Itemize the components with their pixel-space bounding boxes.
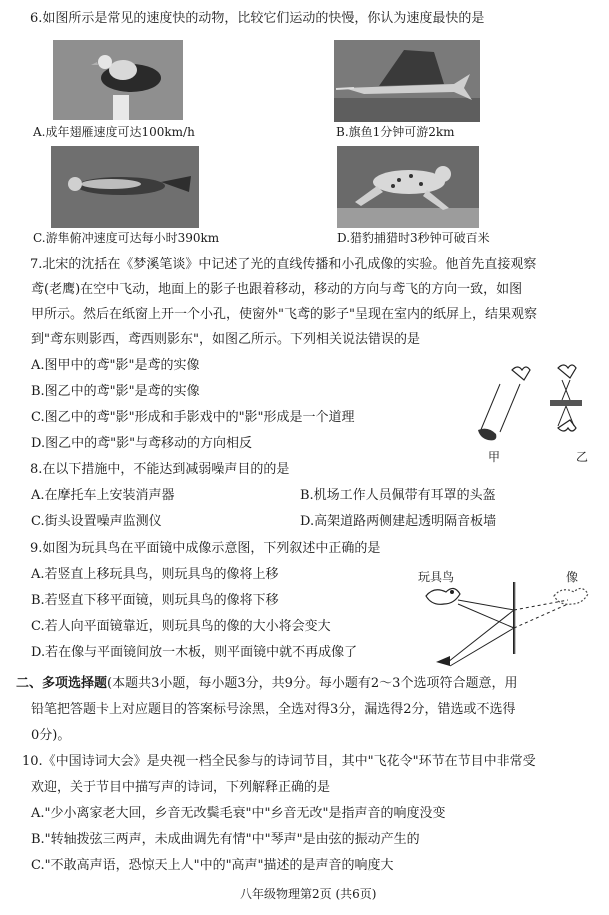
q7-option-d: D.图乙中的鸢"影"与鸢移动的方向相反 [31,436,253,451]
q7-stem-line-2: 鸢(老鹰)在空中飞动，地面上的影子也跟着移动，移动的方向与鸢飞的方向一致，如图 [31,282,523,297]
q7-option-a: A.图甲中的鸢"影"是鸢的实像 [31,358,200,373]
q9-figure [418,582,594,674]
q10-option-a: A."少小离家老大回，乡音无改鬓毛衰"中"乡音无改"是指声音的响度没变 [31,806,446,821]
q6-option-c: C.游隼俯冲速度可达每小时390km [33,231,220,245]
q10-option-c: C."不敢高声语，恐惊天上人"中的"高声"描述的是声音的响度大 [31,858,394,873]
q9-stem: 9.如图为玩具鸟在平面镜中成像示意图，下列叙述中正确的是 [30,541,381,556]
q9-figure-label-image: 像 [566,570,579,584]
q8-option-b: B.机场工作人员佩带有耳罩的头盔 [300,488,496,503]
q7-figure-label-yi: 乙 [576,450,589,464]
q9-figure-label-toy-bird: 玩具鸟 [418,570,455,584]
section2-instructions-1: (本题共3小题，每小题3分，共9分。每小题有2～3个选项符合题意，用 [107,676,518,691]
q6-stem: 6.如图所示是常见的速度快的动物，比较它们运动的快慢，你认为速度最快的是 [30,11,485,26]
photo-falcon [51,146,199,228]
q9-option-c: C.若人向平面镜靠近，则玩具鸟的像的大小将会变大 [31,619,331,634]
q8-option-a: A.在摩托车上安装消声器 [31,488,175,503]
q9-option-d: D.若在像与平面镜间放一木板，则平面镜中就不再成像了 [31,645,358,660]
page-footer: 八年级物理第2页 (共6页) [240,887,377,901]
q10-stem-line-2: 欢迎，关于节目中描写声的诗词，下列解释正确的是 [31,780,331,795]
q6-option-a: A.成年翅雁速度可达100km/h [33,125,195,139]
q6-option-d: D.猎豹捕猎时3秒钟可破百米 [337,231,490,245]
q7-option-b: B.图乙中的鸢"影"是鸢的实像 [31,384,200,399]
q7-option-c: C.图乙中的鸢"影"形成和手影戏中的"影"形成是一个道理 [31,410,355,425]
q7-figure-label-jia: 甲 [488,450,501,464]
q9-option-b: B.若竖直下移平面镜，则玩具鸟的像将下移 [31,593,279,608]
section2-line-1 [16,675,517,693]
section2-heading: 二、多项选择题 [16,676,108,691]
q8-stem: 8.在以下措施中，不能达到减弱噪声目的的是 [30,462,290,477]
section2-instructions-3: 0分)。 [31,728,71,743]
q10-stem-line-1: 10.《中国诗词大会》是央视一档全民参与的诗词节目，其中"飞花令"环节在节目中非常受 [22,754,536,769]
photo-bird [53,40,183,120]
q9-option-a: A.若竖直上移玩具鸟，则玩具鸟的像将上移 [31,567,279,582]
section2-instructions-2: 铅笔把答题卡上对应题目的答案标号涂黑，全选对得3分，漏选得2分，错选或不选得 [31,702,516,717]
q10-option-b: B."转轴拨弦三两声，未成曲调先有情"中"琴声"是由弦的振动产生的 [31,832,420,847]
q8-option-c: C.街头设置噪声监测仪 [31,514,162,529]
q7-stem-line-1: 7.北宋的沈括在《梦溪笔谈》中记述了光的直线传播和小孔成像的实验。他首先直接观察 [30,257,537,272]
q7-stem-line-4: 到"鸢东则影西，鸢西则影东"，如图乙所示。下列相关说法错误的是 [31,332,420,347]
q7-stem-line-3: 甲所示。然后在纸窗上开一个小孔，使窗外"飞鸢的影子"呈现在室内的纸屏上，结果观察 [31,307,537,322]
photo-sailfish [334,40,480,122]
q8-option-d: D.高架道路两侧建起透明隔音板墙 [300,514,497,529]
q6-option-b: B.旗鱼1分钟可游2km [336,125,455,139]
photo-cheetah [337,146,479,228]
